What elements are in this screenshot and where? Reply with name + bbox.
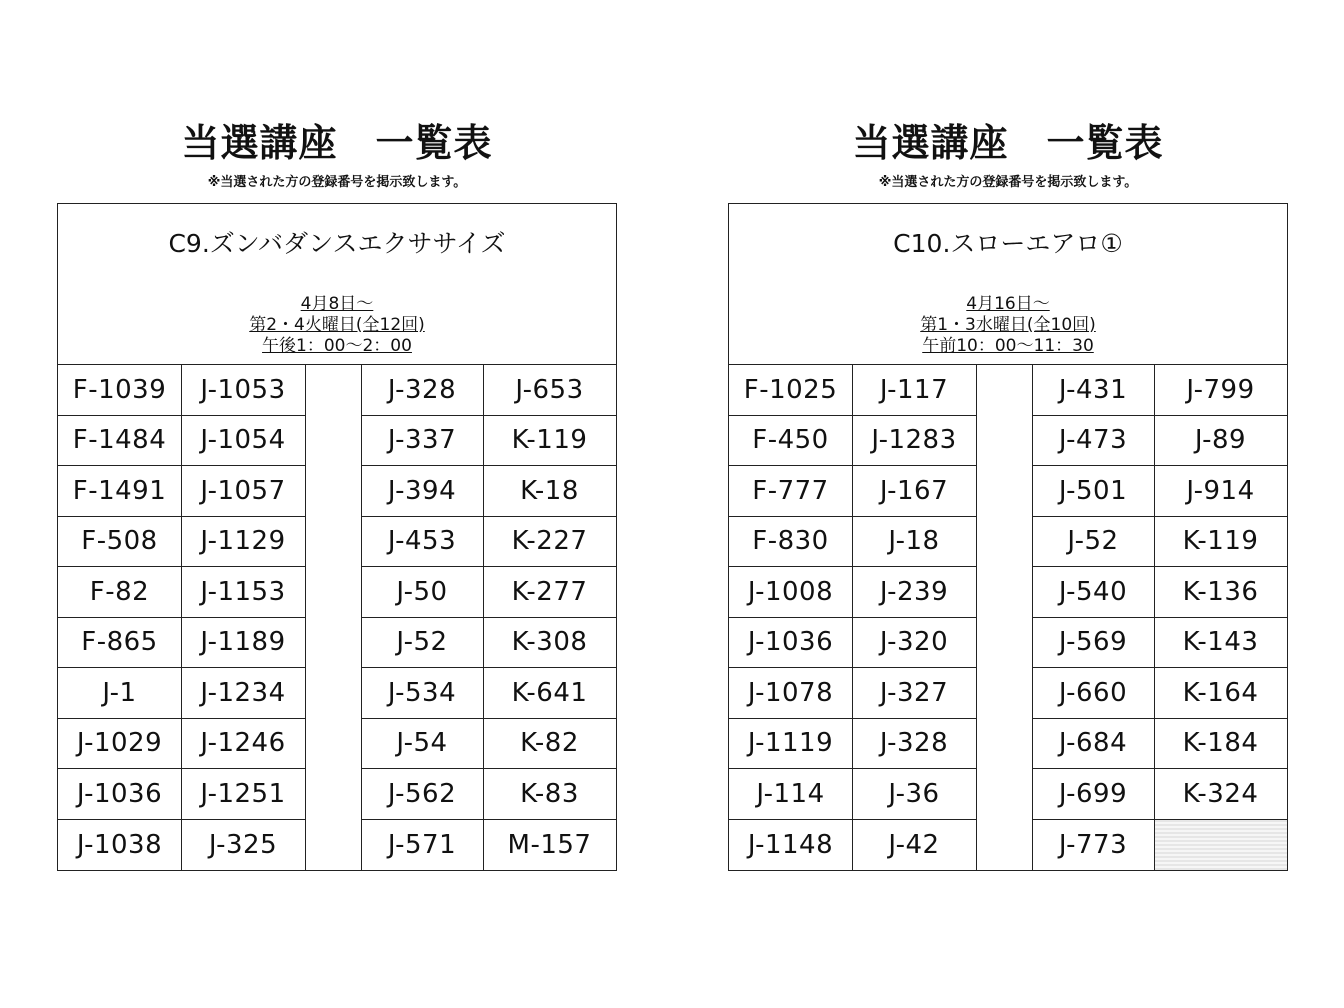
course-schedule — [58, 294, 616, 357]
registration-number-cell: F-82 — [58, 567, 181, 618]
number-column — [361, 365, 483, 870]
registration-number-cell: K-324 — [1154, 769, 1287, 820]
registration-number-cell: J-540 — [1032, 567, 1154, 618]
column-rule — [1154, 365, 1155, 870]
registration-number-cell: J-501 — [1032, 466, 1154, 517]
number-column — [1032, 365, 1154, 870]
schedule-days: 第2・4火曜日(全12回) — [249, 315, 425, 335]
registration-number-cell: J-327 — [852, 668, 976, 719]
registration-number-cell: J-167 — [852, 466, 976, 517]
registration-number-cell: F-1491 — [58, 466, 181, 517]
registration-number-cell: J-337 — [361, 416, 483, 467]
schedule-time: 午前10：00～11：30 — [922, 336, 1094, 356]
registration-number-cell: J-239 — [852, 567, 976, 618]
registration-number-cell: K-184 — [1154, 719, 1287, 770]
schedule-start: 4月8日～ — [300, 294, 374, 314]
notice-text: ※当選された方の登録番号を掲示致します。 — [878, 175, 1138, 190]
column-rule — [1032, 365, 1033, 870]
registration-number-cell: J-1153 — [181, 567, 305, 618]
registration-number-cell: J-394 — [361, 466, 483, 517]
registration-number-cell: J-699 — [1032, 769, 1154, 820]
number-column — [729, 365, 852, 870]
registration-number-cell: J-653 — [483, 365, 616, 416]
registration-number-cell: J-50 — [361, 567, 483, 618]
registration-number-cell: F-1025 — [729, 365, 852, 416]
registration-number-cell: F-1039 — [58, 365, 181, 416]
registration-number-cell: J-52 — [361, 618, 483, 669]
notice-text: ※当選された方の登録番号を掲示致します。 — [207, 175, 467, 190]
registration-number-cell: J-320 — [852, 618, 976, 669]
number-column — [181, 365, 305, 870]
registration-number-cell: J-660 — [1032, 668, 1154, 719]
registration-number-cell: F-830 — [729, 517, 852, 568]
empty-shaded-cell — [1154, 820, 1287, 871]
registration-number-cell: K-308 — [483, 618, 616, 669]
registration-number-cell: J-571 — [387, 829, 457, 860]
column-rule — [361, 365, 362, 870]
registration-number-cell: J-431 — [1032, 365, 1154, 416]
registration-number-cell: J-1251 — [181, 769, 305, 820]
course-schedule — [729, 294, 1287, 357]
registration-number-cell: J-89 — [1154, 416, 1287, 467]
registration-number-cell: K-18 — [483, 466, 616, 517]
registration-number-cell: J-54 — [361, 719, 483, 770]
number-column — [1154, 365, 1287, 870]
column-rule — [181, 365, 182, 870]
registration-number-cell: J-799 — [1154, 365, 1287, 416]
course-name: C9.ズンバダンスエクササイズ — [168, 229, 506, 258]
registration-number-cell: K-136 — [1154, 567, 1287, 618]
registration-number-cell: J-453 — [361, 517, 483, 568]
registration-number-cell: J-1036 — [58, 769, 181, 820]
registration-number-cell: J-1036 — [729, 618, 852, 669]
registration-number-cell: J-1189 — [181, 618, 305, 669]
registration-number-cell: J-534 — [361, 668, 483, 719]
course-box — [728, 203, 1288, 871]
registration-number-cell: F-450 — [729, 416, 852, 467]
page-title: 当選講座 一覧表 — [852, 121, 1164, 165]
registration-number-cell: J-914 — [1154, 466, 1287, 517]
registration-number-cell: J-328 — [361, 365, 483, 416]
registration-number-cell: J-569 — [1032, 618, 1154, 669]
schedule-start: 4月16日～ — [966, 294, 1050, 314]
registration-number-cell: J-1148 — [747, 829, 834, 860]
right-panel — [728, 0, 1288, 1008]
course-box — [57, 203, 617, 871]
registration-number-cell: J-117 — [852, 365, 976, 416]
number-column — [58, 365, 181, 870]
registration-number-cell: K-227 — [483, 517, 616, 568]
registration-number-cell: K-83 — [483, 769, 616, 820]
registration-number-cell: J-1283 — [852, 416, 976, 467]
registration-number-cell: J-1234 — [181, 668, 305, 719]
registration-number-cell: J-114 — [729, 769, 852, 820]
schedule-time: 午後1：00～2：00 — [262, 336, 412, 356]
registration-number-cell: J-36 — [852, 769, 976, 820]
number-column — [852, 365, 976, 870]
registration-number-cell: M-157 — [507, 829, 592, 860]
number-grid — [729, 365, 1287, 870]
left-panel — [57, 0, 617, 1008]
column-rule — [976, 365, 977, 870]
registration-number-cell: J-52 — [1032, 517, 1154, 568]
registration-number-cell: J-773 — [1058, 829, 1128, 860]
registration-number-cell: J-18 — [852, 517, 976, 568]
registration-number-cell: F-1484 — [58, 416, 181, 467]
course-name: C10.スローエアロ① — [893, 229, 1123, 258]
registration-number-cell: K-143 — [1154, 618, 1287, 669]
column-rule — [852, 365, 853, 870]
registration-number-cell: J-42 — [888, 829, 940, 860]
registration-number-cell: K-119 — [1154, 517, 1287, 568]
registration-number-cell: J-1053 — [181, 365, 305, 416]
page-title: 当選講座 一覧表 — [181, 121, 493, 165]
registration-number-cell: J-562 — [361, 769, 483, 820]
column-rule — [483, 365, 484, 870]
registration-number-cell: J-328 — [852, 719, 976, 770]
registration-number-cell: J-1119 — [729, 719, 852, 770]
registration-number-cell: F-865 — [58, 618, 181, 669]
registration-number-cell: J-473 — [1032, 416, 1154, 467]
registration-number-cell: J-1029 — [58, 719, 181, 770]
schedule-days: 第1・3水曜日(全10回) — [920, 315, 1096, 335]
registration-number-cell: K-641 — [483, 668, 616, 719]
registration-number-cell: K-277 — [483, 567, 616, 618]
registration-number-cell: J-1054 — [181, 416, 305, 467]
registration-number-cell: F-508 — [58, 517, 181, 568]
registration-number-cell: F-777 — [729, 466, 852, 517]
registration-number-cell: J-1038 — [76, 829, 163, 860]
registration-number-cell: K-82 — [483, 719, 616, 770]
registration-number-cell: J-1129 — [181, 517, 305, 568]
number-column — [483, 365, 616, 870]
registration-number-cell: K-164 — [1154, 668, 1287, 719]
registration-number-cell: J-684 — [1032, 719, 1154, 770]
registration-number-cell: J-1057 — [181, 466, 305, 517]
registration-number-cell: K-119 — [483, 416, 616, 467]
number-grid — [58, 365, 616, 870]
column-rule — [305, 365, 306, 870]
registration-number-cell: J-1008 — [729, 567, 852, 618]
registration-number-cell: J-325 — [208, 829, 278, 860]
registration-number-cell: J-1078 — [729, 668, 852, 719]
registration-number-cell: J-1 — [58, 668, 181, 719]
registration-number-cell: J-1246 — [181, 719, 305, 770]
